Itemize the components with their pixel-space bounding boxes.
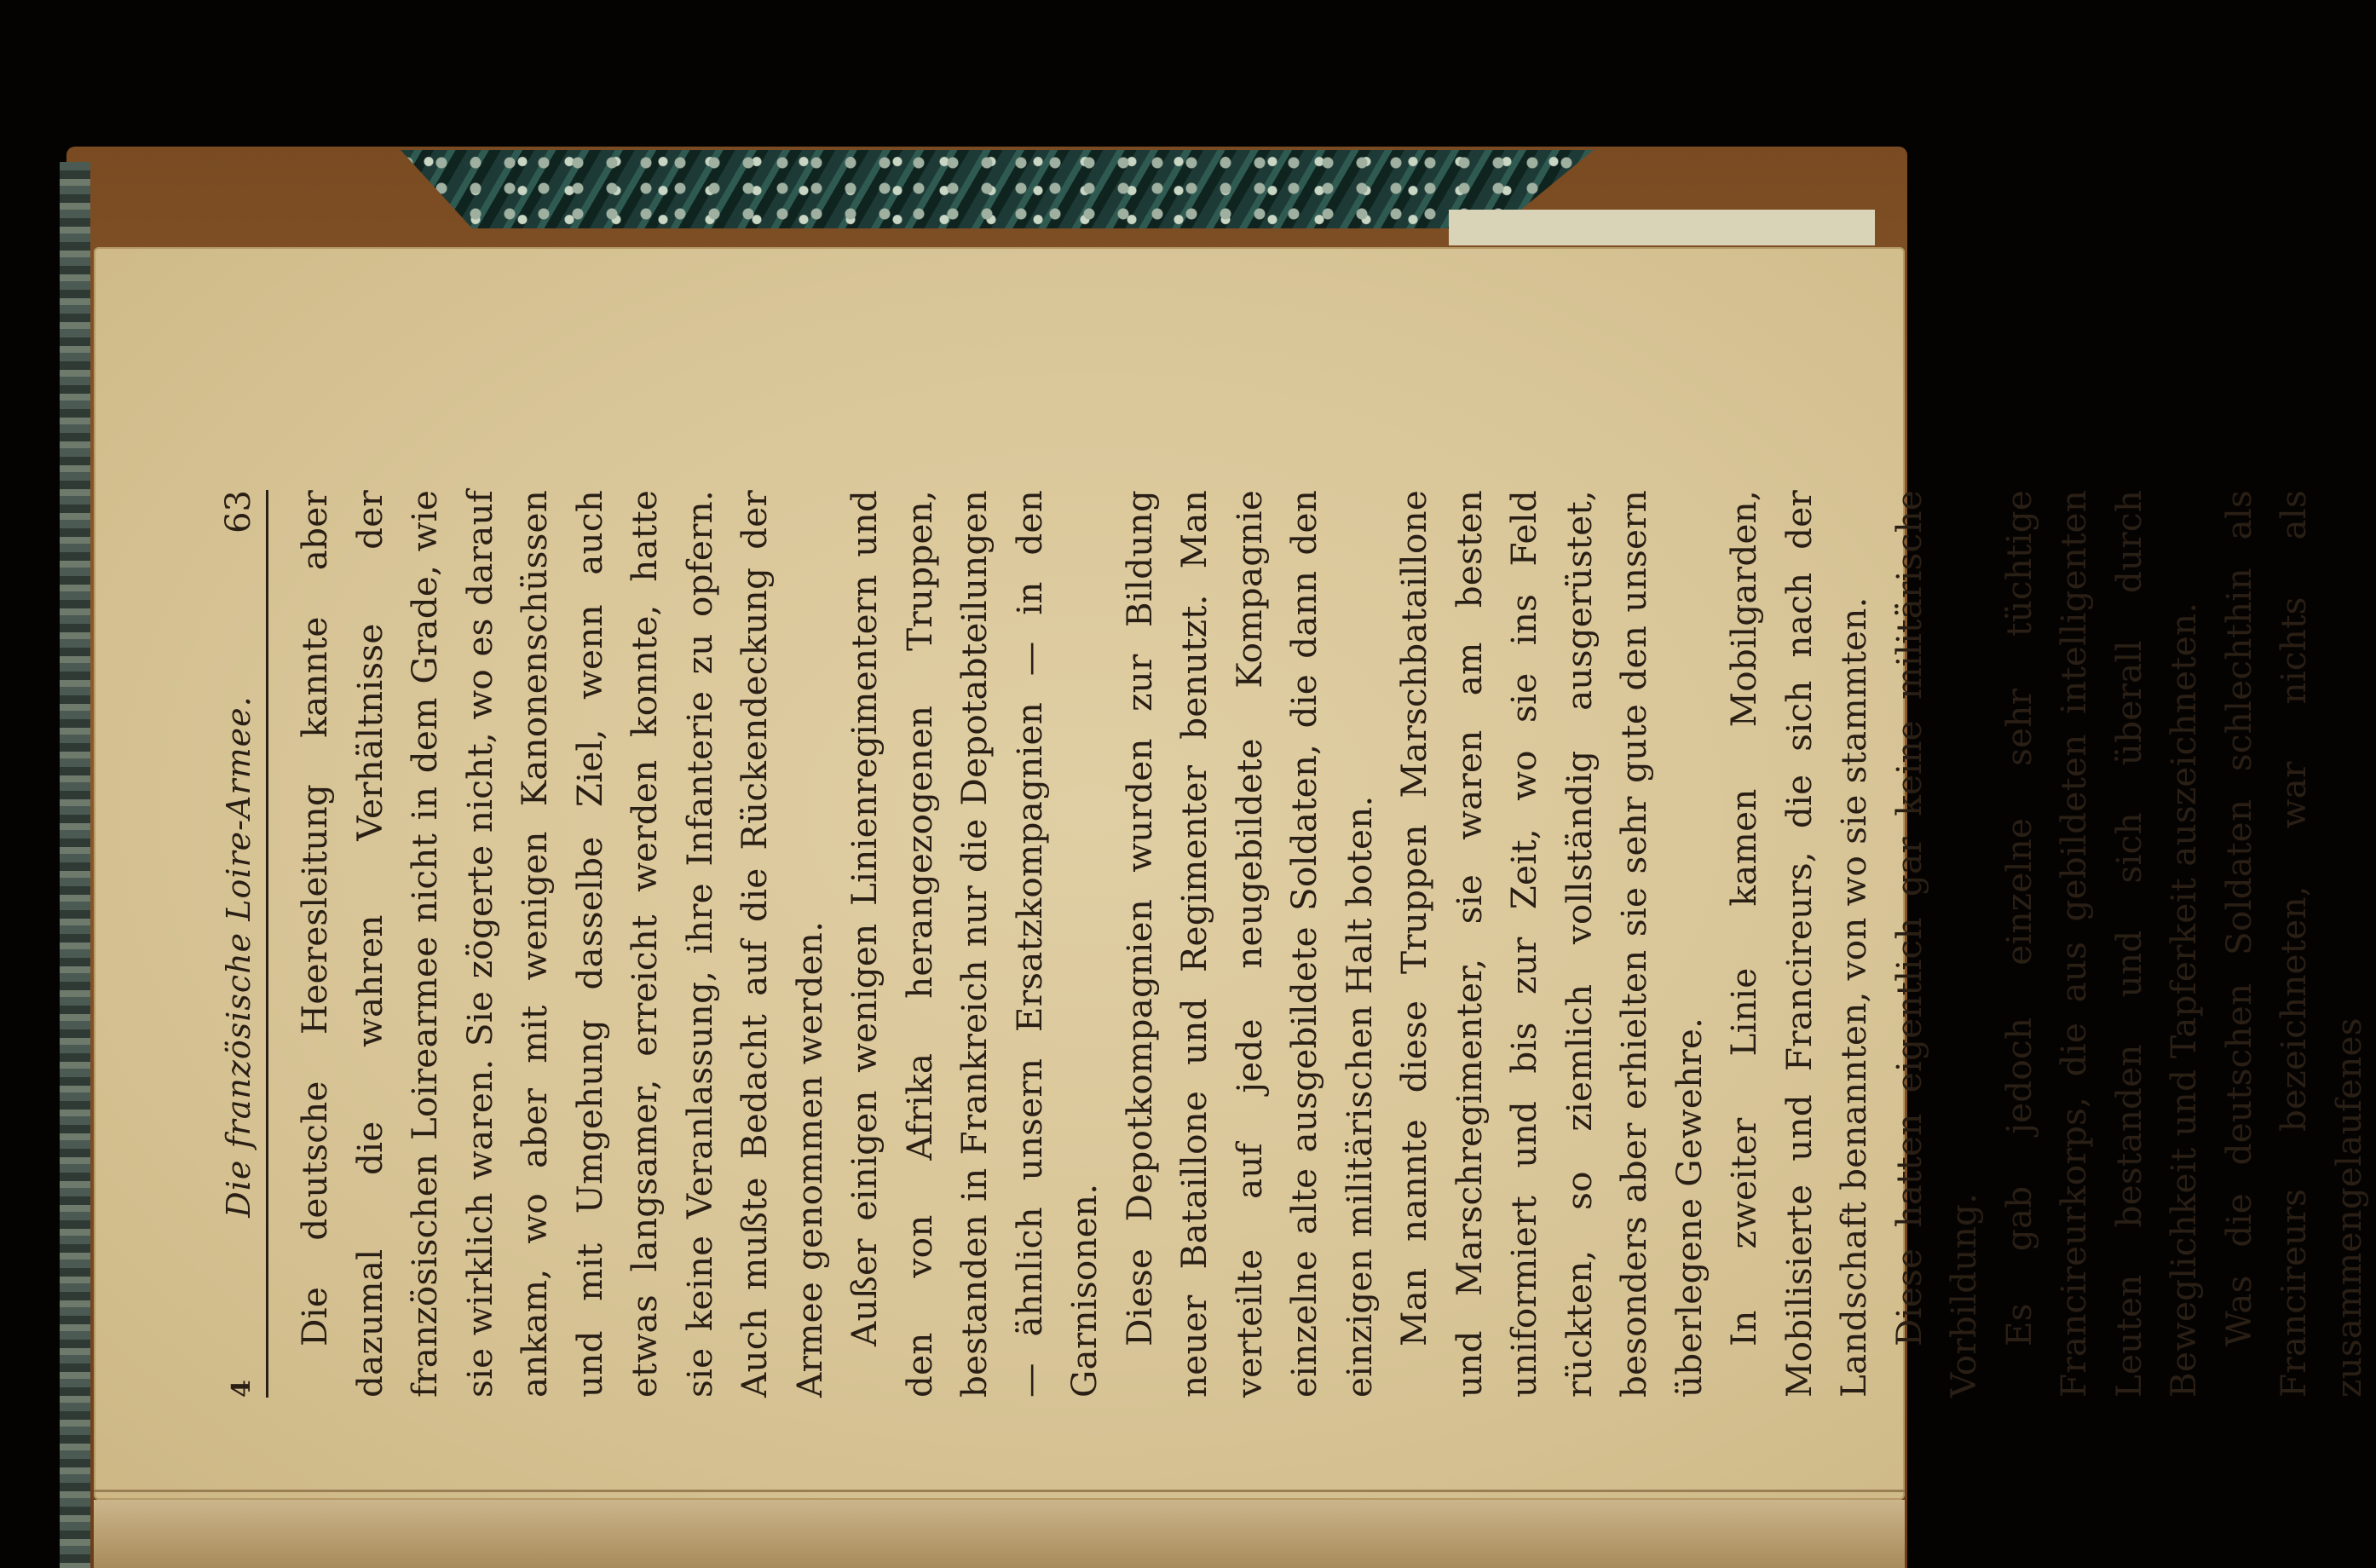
book-spine xyxy=(60,162,90,1568)
paragraph: In zweiter Linie kamen Mobilgarden, Mobilisierte und Francireurs, die sich nach der Landschaft benannten, von wo sie stammten. xyxy=(1723,490,1874,1398)
paragraph: Man nannte diese Truppen Marschbataillone und Marschregimenter, sie waren am besten uniformiert und bis zur Zeit, wo sie ins Feld rückten, so ziemlich vollständig ausgerüstet, besonders aber erhielten sie sehr gute den unsern überlegene Gewehre. xyxy=(1393,490,1710,1398)
page-number: 63 xyxy=(219,490,258,533)
running-header xyxy=(219,490,268,1398)
paragraph: Außer einigen wenigen Linienregimentern und den von Afrika herangezogenen Truppen, bestanden in Frankreich nur die Depotabteilungen — ähnlich unsern Ersatzkompagnien — in den Garnisonen. xyxy=(844,490,1104,1398)
page-text-block xyxy=(219,490,2369,1398)
paragraph: Diese Depotkompagnien wurden zur Bildung neuer Bataillone und Regimenter benutzt. Man verteilte auf jede neugebildete Kompagnie einzelne alte ausgebildete Soldaten, die dann den einzigen militärischen Halt boten. xyxy=(1118,490,1380,1398)
paragraph: Was die deutschen Soldaten schlechthin als Francireurs bezeichneten, war nichts als zusammengelaufenes xyxy=(2217,490,2369,1398)
endpaper-strip xyxy=(1449,210,1875,245)
running-title: Die französische Loire-Armee. xyxy=(220,695,257,1218)
paragraph: Die deutsche Heeresleitung kannte aber dazumal die wahren Verhältnisse der französischen Loirearmee nicht in dem Grade, wie sie wirklich waren. Sie zögerte nicht, wo es darauf ankam, wo aber mit wenigen Kanonenschüssen und mit Umgehung dasselbe Ziel, wenn auch etwas langsamer, erreicht werden konnte, hatte sie keine Veranlassung, ihre Infanterie zu opfern. Auch mußte Bedacht auf die Rückendeckung der Armee genommen werden. xyxy=(294,490,830,1398)
paragraph: Es gab jedoch einzelne sehr tüchtige Francireurkorps, die aus gebildeten intelligenten Leuten bestanden und sich überall durch Beweglichkeit und Tapferkeit auszeichneten. xyxy=(1998,490,2204,1398)
marbled-endpaper xyxy=(401,150,1594,228)
signature-mark: 4 xyxy=(227,1380,257,1398)
paragraph: Diese hatten eigentlich gar keine militärische Vorbildung. xyxy=(1888,490,1984,1398)
page-fold xyxy=(94,1490,1905,1492)
page-edge xyxy=(94,1500,1905,1568)
